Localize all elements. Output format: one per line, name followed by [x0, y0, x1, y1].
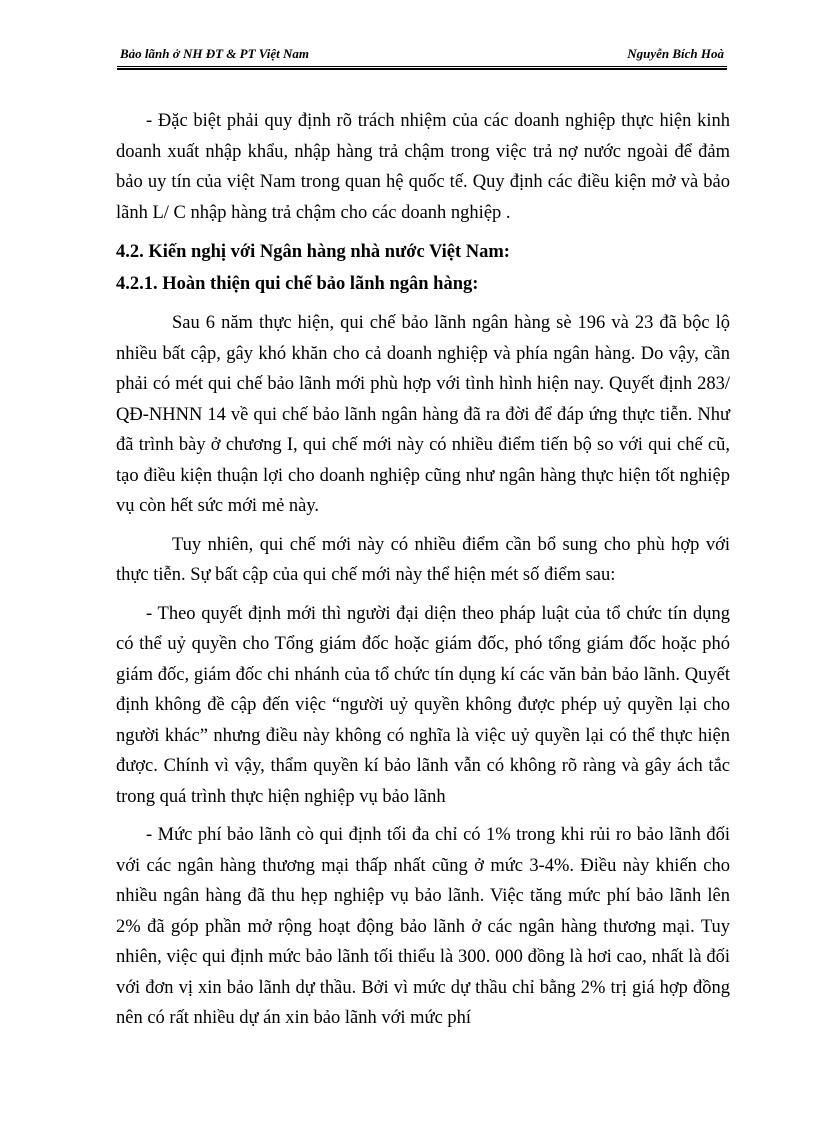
header-author-name: Nguyễn Bích Hoà	[627, 46, 724, 61]
paragraph-regulation-history: Sau 6 năm thực hiện, qui chế bảo lãnh ngân hàng sè 196 và 23 đã bộc lộ nhiều bất cập, gây khó khăn cho cả doanh nghiệp và phía ngân hàng. Do vậy, cần phải có mét qui chế bảo lãnh mới phù hợp với tình hình hiện nay. Quyết định 283/ QĐ-NHNN 14 về qui chế bảo lãnh ngân hàng đã ra đời để đáp ứng thực tiễn. Như đã trình bày ở chương I, qui chế mới này có nhiều điểm tiến bộ so với qui chế cũ, tạo điều kiện thuận lợi cho doanh nghiệp cũng như ngân hàng thực hiện tốt nghiệp vụ còn hết sức mới mẻ này.	[116, 313, 730, 516]
subsection-heading-4-2-1: 4.2.1. Hoàn thiện qui chế bảo lãnh ngân hàng:	[116, 274, 479, 294]
paragraph-regulation-shortcomings: Tuy nhiên, qui chế mới này có nhiều điểm cần bổ sung cho phù hợp với thực tiễn. Sự bất cập của qui chế mới này thể hiện mét số điểm sau:	[116, 534, 730, 585]
page-body	[116, 106, 730, 1034]
paragraph-guarantee-fee: - Mức phí bảo lãnh cò qui định tối đa chỉ có 1% trong khi rủi ro bảo lãnh đối với các ngân hàng thương mại thấp nhất cũng ở mức 3-4%. Điều này khiến cho nhiều ngân hàng đã thu hẹp nghiệp vụ bảo lãnh. Việc tăng mức phí bảo lãnh lên 2% đã góp phần mở rộng hoạt động bảo lãnh ở các ngân hàng thương mại. Tuy nhiên, việc qui định mức bảo lãnh tối thiểu là 300. 000 đồng là hơi cao, nhất là đối với đơn vị xin bảo lãnh dự thầu. Bởi vì mức dự thầu chỉ bằng 2% trị giá hợp đồng nên có rất nhiều dự án xin bảo lãnh với mức phí	[116, 825, 730, 1028]
header-document-title: Bảo lãnh ở NH ĐT & PT Việt Nam	[120, 46, 309, 61]
paragraph-authorization: - Theo quyết định mới thì người đại diện theo pháp luật của tổ chức tín dụng có thể uỷ quyền cho Tổng giám đốc hoặc giám đốc, phó tổng giám đốc hoặc phó giám đốc, giám đốc chi nhánh của tổ chức tín dụng kí các văn bản bảo lãnh. Quyết định không đề cập đến việc “người uỷ quyền không được phép uỷ quyền lại cho người khác” nhưng điều này không có nghĩa là việc uỷ quyền lại có thể thực hiện được. Chính vì vậy, thẩm quyền kí bảo lãnh vẫn có không rõ ràng và gây ách tắc trong quá trình thực hiện nghiệp vụ bảo lãnh	[116, 603, 730, 807]
running-header	[117, 44, 727, 67]
section-heading-4-2: 4.2. Kiến nghị với Ngân hàng nhà nước Việt Nam:	[116, 242, 510, 262]
paragraph-enterprise-responsibility: - Đặc biệt phải quy định rõ trách nhiệm của các doanh nghiệp thực hiện kinh doanh xuất nhập khẩu, nhập hàng trả chậm trong việc trả nợ nước ngoài để đảm bảo uy tín của việt Nam trong quan hệ quốc tế. Quy định các điều kiện mở và bảo lãnh L/ C nhập hàng trả chậm cho các doanh nghiệp .	[116, 111, 730, 223]
